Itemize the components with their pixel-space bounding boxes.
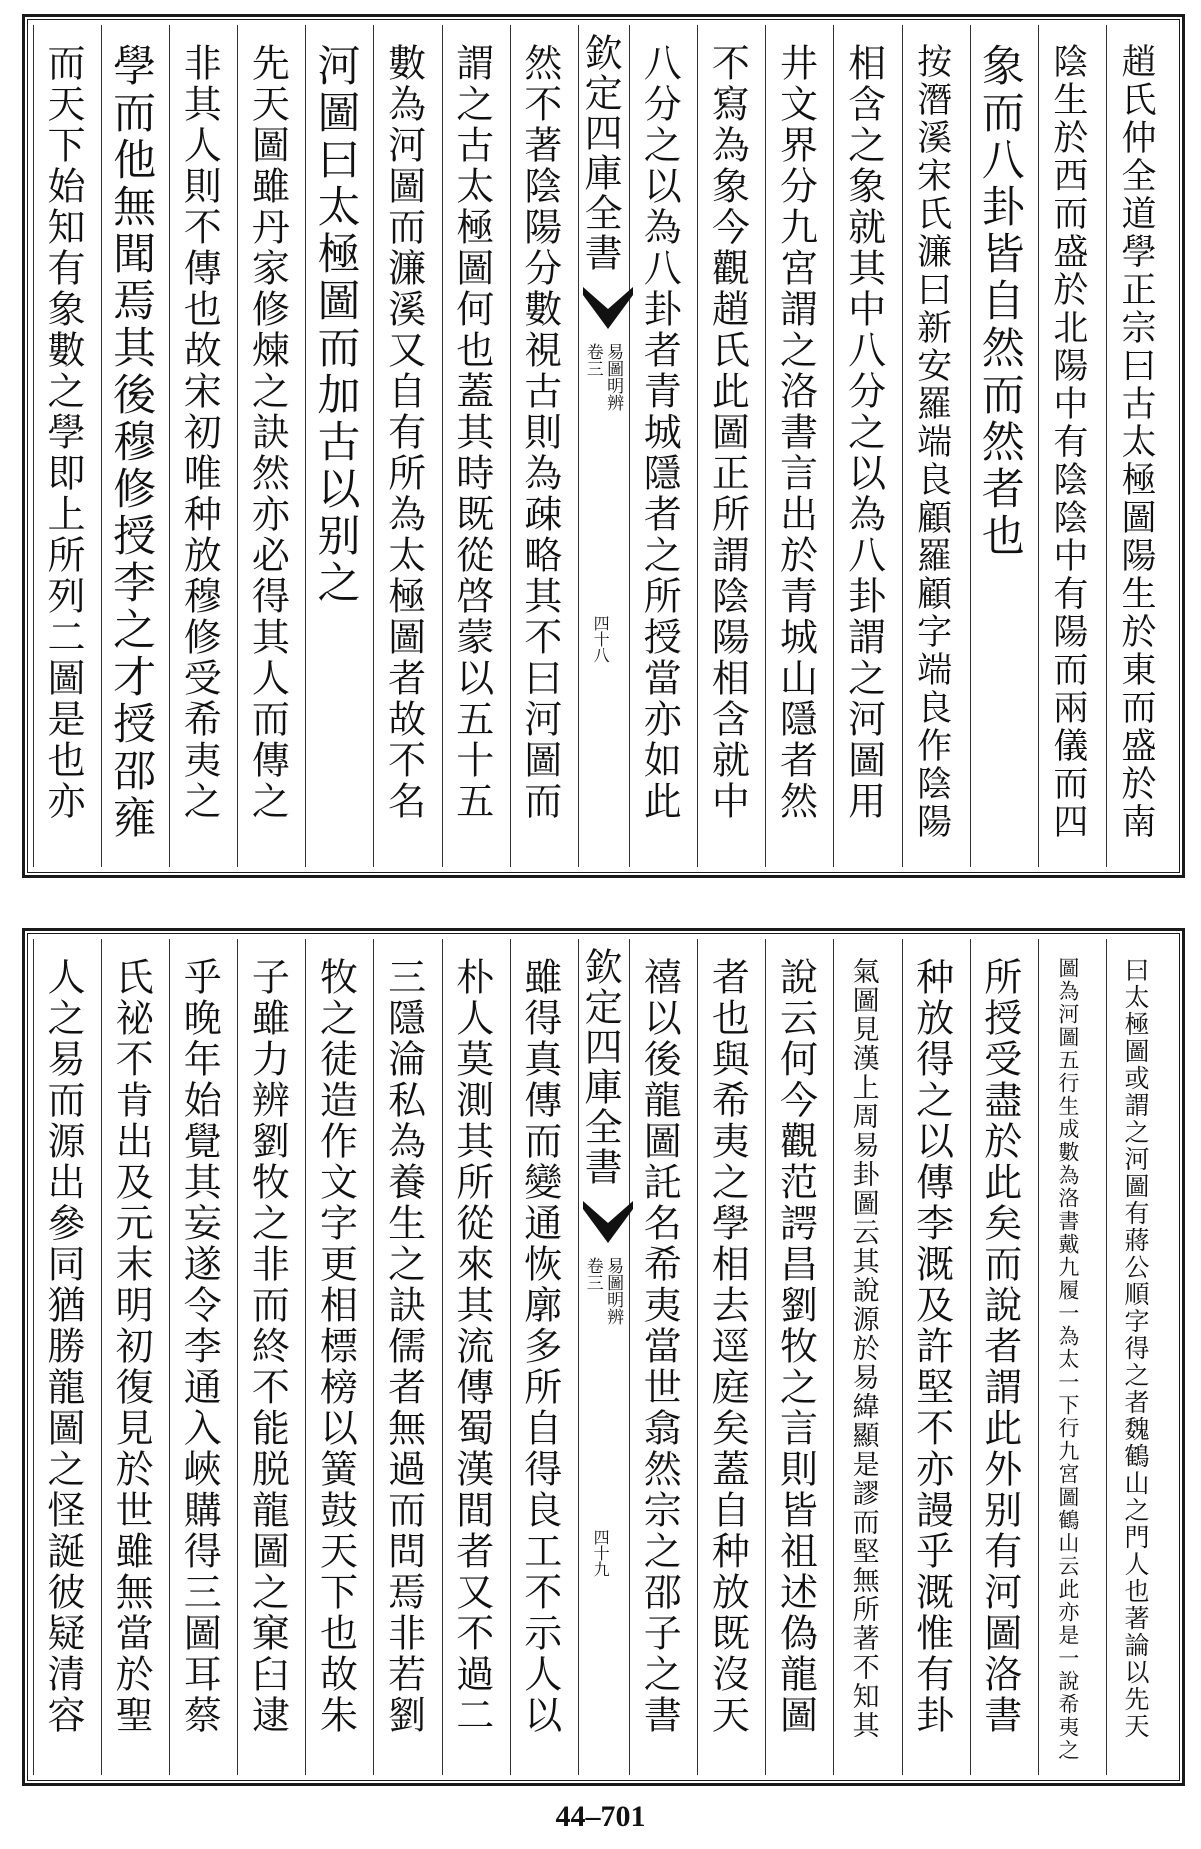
text-column xyxy=(373,939,441,1775)
text-column-content: 相含之象就其中八分之以為八卦謂之河圖用 xyxy=(841,43,886,822)
text-column-content: 而天下始知有象數之學即上所列二圖是也亦 xyxy=(41,43,86,822)
text-column xyxy=(33,939,101,1775)
text-column-content: 數為河圖而濂溪又自有所為太極圖者故不名 xyxy=(381,43,426,822)
text-column-content: 氣圖見漢上周易卦圖云其說源於易緯顯是謬而堅無所著不知其 xyxy=(847,957,879,1740)
text-column xyxy=(101,939,169,1775)
text-column xyxy=(970,25,1038,867)
text-column-content: 井文界分九宮謂之洛書言出於青城山隱者然 xyxy=(773,43,818,822)
text-column xyxy=(697,939,765,1775)
text-column-content: 說云何今觀范諤昌劉牧之言則皆祖述偽龍圖 xyxy=(773,957,818,1736)
text-column xyxy=(169,25,237,867)
text-column-content: 謂之古太極圖何也蓋其時既從啓蒙以五十五 xyxy=(449,43,494,822)
text-column xyxy=(902,25,970,867)
center-fold-column xyxy=(578,25,629,867)
text-column-content: 三隱淪私為養生之訣儒者無過而問焉非若劉 xyxy=(381,957,426,1736)
text-column-content: 所授受盡於此矣而說者謂此外别有河圖洛書 xyxy=(977,957,1022,1736)
text-column xyxy=(101,25,169,867)
text-column-content: 者也與希夷之學相去逕庭矣蓋自种放既沒天 xyxy=(705,957,750,1736)
chapter-title: 易圖明辨 xyxy=(603,1257,624,1325)
text-column xyxy=(1106,25,1174,867)
text-column xyxy=(970,939,1038,1775)
bottom-page xyxy=(22,928,1185,1786)
volume-number: 卷三 xyxy=(582,1257,603,1291)
text-column-content: 曰太極圖或謂之河圖有蔣公順字得之者魏鶴山之門人也著論以先天 xyxy=(1121,957,1150,1740)
text-column xyxy=(1038,939,1106,1775)
text-column-content: 人之易而源出參同猶勝龍圖之怪誕彼疑清容 xyxy=(41,957,86,1736)
text-column xyxy=(237,25,305,867)
text-column-content: 象而八卦皆自然而然者也 xyxy=(974,43,1025,560)
text-column-content: 非其人則不傳也故宋初唯种放穆修受希夷之 xyxy=(177,43,222,822)
text-column-content: 八分之以為八卦者青城隱者之所授當亦如此 xyxy=(637,43,682,822)
text-column xyxy=(305,939,373,1775)
top-page xyxy=(22,14,1185,878)
text-column-content: 牧之徒造作文字更相標榜以簧鼓天下也故朱 xyxy=(313,957,358,1736)
page-number: 44–701 xyxy=(555,1800,646,1833)
text-column xyxy=(1038,25,1106,867)
text-column xyxy=(169,939,237,1775)
text-column-content: 陰生於西而盛於北陽中有陰陰中有陽而兩儀而四 xyxy=(1047,43,1088,841)
fish-tail-mark-icon xyxy=(583,287,633,329)
chapter-title: 易圖明辨 xyxy=(603,343,624,411)
text-column xyxy=(833,25,901,867)
text-column-content: 不寫為象今觀趙氏此圖正所謂陰陽相含就中 xyxy=(705,43,750,822)
text-column-content: 先天圖雖丹家修煉之訣然亦必得其人而傳之 xyxy=(245,43,290,822)
text-column-content: 按潛溪宋氏濂曰新安羅端良顧羅顧字端良作陰陽 xyxy=(911,43,952,841)
text-column xyxy=(765,939,833,1775)
center-fold-column xyxy=(578,939,629,1775)
text-column xyxy=(442,25,510,867)
text-column xyxy=(237,939,305,1775)
text-column xyxy=(305,25,373,867)
text-column-content: 朴人莫測其所從來其流傳蜀漢間者又不過二 xyxy=(449,957,494,1736)
book-title: 欽定四庫全書 xyxy=(578,947,623,1187)
text-column xyxy=(697,25,765,867)
text-column-content: 圖為河圖五行生成數為洛書戴九履一為太一下行九宮圖鶴山云此亦是一說希夷之 xyxy=(1055,957,1080,1762)
text-column xyxy=(510,25,578,867)
text-column-content: 然不著陰陽分數視古則為疎略其不曰河圖而 xyxy=(517,43,562,822)
text-column xyxy=(33,25,101,867)
text-column xyxy=(373,25,441,867)
text-column xyxy=(629,939,697,1775)
text-column-content: 子雖力辨劉牧之非而終不能脱龍圖之窠臼逮 xyxy=(245,957,290,1736)
text-column-content: 乎晚年始覺其妄遂令李通入峽購得三圖耳蔡 xyxy=(177,957,222,1736)
leaf-number: 四十九 xyxy=(591,1529,611,1577)
text-column xyxy=(510,939,578,1775)
text-column-content: 河圖曰太極圖而加古以别之 xyxy=(310,43,361,607)
text-column xyxy=(765,25,833,867)
fish-tail-mark-icon xyxy=(583,1201,633,1243)
text-column xyxy=(1106,939,1174,1775)
text-column-content: 禧以後龍圖託名希夷當世翕然宗之邵子之書 xyxy=(637,957,682,1736)
text-column-content: 學而他無聞焉其後穆修授李之才授邵雍 xyxy=(106,43,157,842)
text-column-content: 趙氏仲全道學正宗曰古太極圖陽生於東而盛於南 xyxy=(1116,43,1156,841)
volume-number: 卷三 xyxy=(582,343,603,377)
text-column xyxy=(442,939,510,1775)
top-page-text-frame xyxy=(33,25,1174,867)
bottom-page-text-frame xyxy=(33,939,1174,1775)
text-column xyxy=(902,939,970,1775)
text-column-content: 氏祕不肯出及元末明初復見於世雖無當於聖 xyxy=(109,957,154,1736)
text-column-content: 种放得之以傳李溉及許堅不亦謾乎溉惟有卦 xyxy=(909,957,954,1736)
text-column xyxy=(629,25,697,867)
text-column-content: 雖得真傳而變通恢廓多所自得良工不示人以 xyxy=(517,957,562,1736)
leaf-number: 四十八 xyxy=(591,615,611,663)
text-column xyxy=(833,939,901,1775)
book-title: 欽定四庫全書 xyxy=(578,33,623,273)
